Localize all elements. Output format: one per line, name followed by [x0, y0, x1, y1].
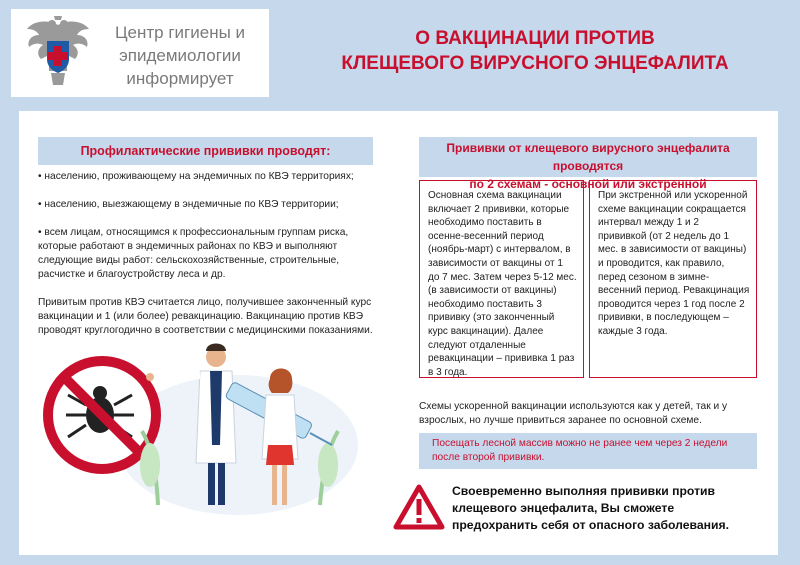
warning-icon	[393, 484, 445, 530]
org-line-1: Центр гигиены и	[114, 23, 246, 42]
forest-notice-line-1: Посещать лесной массив можно не ранее чем через 2 недели	[432, 438, 728, 449]
doctors-vaccine-illustration	[38, 335, 358, 515]
vaccinated-definition: Привитым против КВЭ считается лицо, получившее законченный курс вакцинации и 1 (или более) ревакцинацию. Вакцинацию против КВЭ проводят круглогодично в соответствии с медицинскими показаниями.	[38, 297, 373, 336]
title-line-2: КЛЕЩЕВОГО ВИРУСНОГО ЭНЦЕФАЛИТА	[341, 53, 729, 74]
right-heading-line-2: по 2 схемам - основной или экстренной	[469, 177, 707, 191]
title-line-1: О ВАКЦИНАЦИИ ПРОТИВ	[415, 28, 655, 49]
main-scheme-box: Основная схема вакцинации включает 2 прививки, которые необходимо поставить в осенне-весенний период (ноябрь-март) с интервалом, в зависимости от вакцины от 1 до 7 мес. Затем через 5-12 мес. (в зависимости от вакцины) необходимо поставить 3 прививку (это законченный курс вакцинации). Далее следуют отдаленные ревакцинации – прививка 1 раз в 3 года.	[419, 180, 584, 378]
page-title	[300, 26, 770, 76]
warning-message: Своевременно выполняя прививки против клещевого энцефалита, Вы сможете предохранить себя от опасного заболевания.	[452, 484, 729, 532]
urgent-scheme-box: При экстренной или ускоренной схеме вакцинации сокращается интервал между 1 и 2 прививкой (от 2 недель до 1 мес. в зависимости от вакцины) и проводится, как правило, перед сезоном в зимне-весенний период. Ревакцинация проводится через 1 год после 2 прививки, в последующем – каждые 3 года.	[589, 180, 757, 378]
accelerated-scheme-note: Схемы ускоренной вакцинации используются как у детей, так и у взрослых, но лучше привиться заранее по основной схеме.	[419, 401, 728, 426]
forest-notice-line-2: после второй прививки.	[432, 452, 545, 463]
forest-visit-notice	[419, 433, 757, 469]
left-section-heading: Профилактические прививки проводят:	[38, 137, 373, 165]
eagle-emblem-icon	[25, 15, 91, 91]
right-heading-line-1: Прививки от клещевого вирусного энцефалита проводятся	[446, 141, 730, 173]
no-tick-sign-icon	[48, 361, 156, 469]
bullet-travelers: • населению, выезжающему в эндемичные по КВЭ территории;	[38, 199, 339, 210]
bullet-residents: • населению, проживающему на эндемичных по КВЭ территориях;	[38, 171, 354, 182]
right-section-heading	[419, 137, 757, 191]
organization-name	[95, 21, 265, 90]
bullet-risk-groups: • всем лицам, относящимся к профессиональным группам риска, которые работают в эндемичных районах по КВЭ и выполняют следующие виды работ: сельскохозяйственные, строительные, расчистке и благоустройству леса и др.	[38, 227, 349, 280]
bullet-list	[38, 170, 378, 352]
org-line-2: эпидемиологии	[119, 46, 241, 65]
org-line-3: информирует	[126, 69, 234, 88]
header-card	[11, 9, 269, 97]
